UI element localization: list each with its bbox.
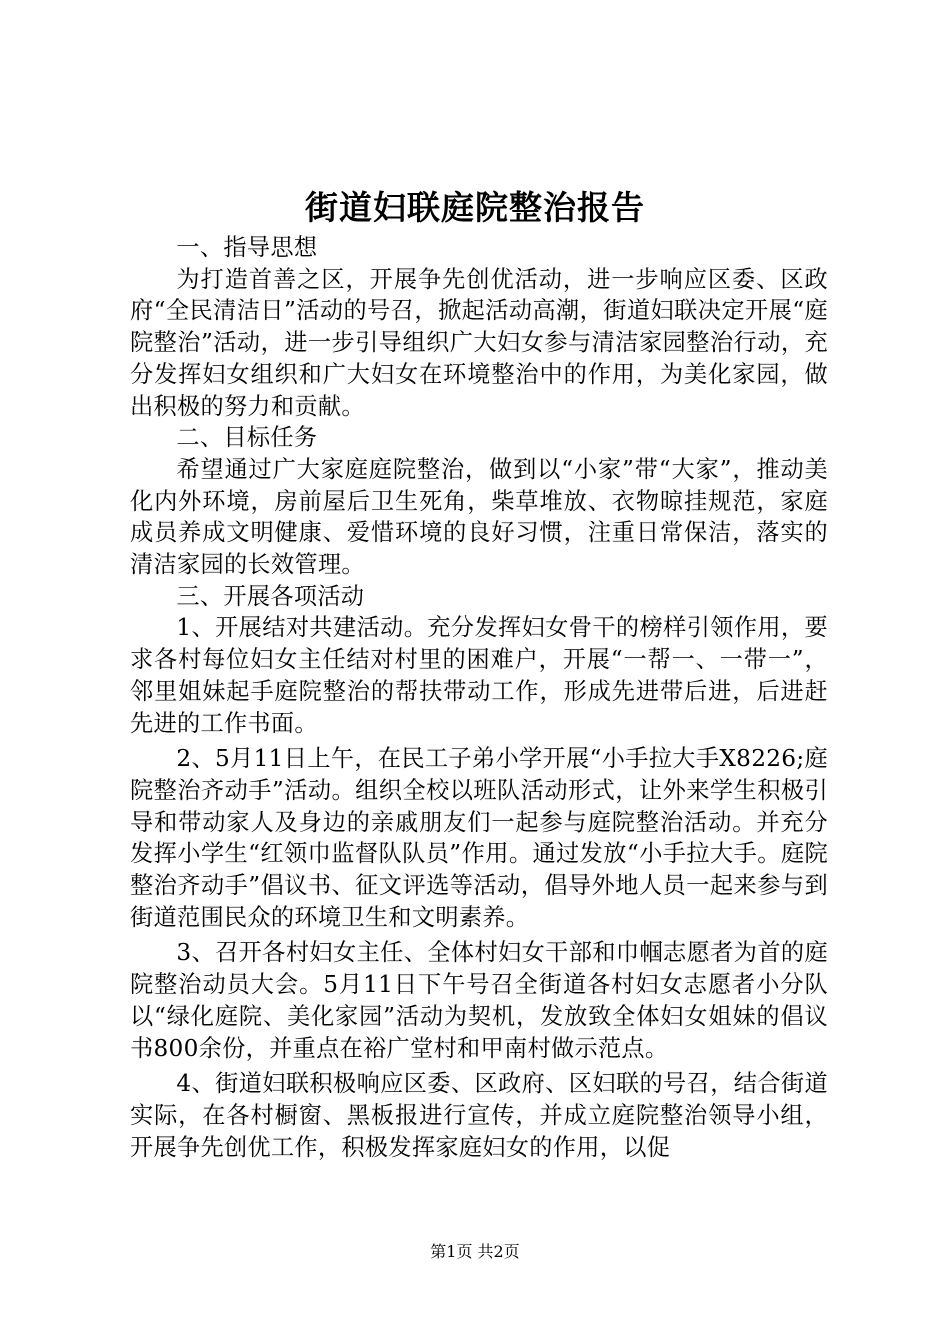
page-number-footer: 第1页 共2页 (430, 1242, 520, 1261)
paragraph-activity-3: 3、召开各村妇女主任、全体村妇女干部和巾帼志愿者为首的庭院整治动员大会。5月11日下午号召全街道各村妇女志愿者小分队以“绿化庭院、美化家园”活动为契机，发放致全体妇女姐妹的倡议书800余份，并重点在裕广堂村和甲南村做示范点。 (130, 939, 828, 1062)
paragraph-activity-1: 1、开展结对共建活动。充分发挥妇女骨干的榜样引领作用，要求各村每位妇女主任结对村里的困难户，开展“一帮一、一带一”，邻里姐妹起手庭院整治的帮扶带动工作，形成先进带后进，后进赶先进的工作书面。 (130, 614, 828, 737)
paragraph-activity-4: 4、街道妇联积极响应区委、区政府、区妇联的号召，结合街道实际，在各村橱窗、黑板报进行宣传，并成立庭院整治领导小组，开展争先创优工作，积极发挥家庭妇女的作用，以促 (130, 1070, 828, 1161)
section-heading-activities: 三、开展各项活动 (176, 582, 365, 610)
paragraph-goals: 希望通过广大家庭庭院整治，做到以“小家”带“大家”，推动美化内外环境，房前屋后卫生死角，柴草堆放、衣物晾挂规范，家庭成员养成文明健康、爱惜环境的良好习惯，注重日常保洁，落实的清洁家园的长效管理。 (130, 455, 828, 579)
section-heading-goals: 二、目标任务 (176, 424, 318, 452)
document-body (130, 232, 828, 1163)
paragraph-guiding-thought: 为打造首善之区，开展争先创优活动，进一步响应区委、区政府“全民清洁日”活动的号召，掀起活动高潮，街道妇联决定开展“庭院整治”活动，进一步引导组织广大妇女参与清洁家园整治行动，充分发挥妇女组织和广大妇女在环境整治中的作用，为美化家园，做出积极的努力和贡献。 (130, 265, 828, 420)
paragraph-activity-2: 2、5月11日上午，在民工子弟小学开展“小手拉大手X8226;庭院整治齐动手”活动。组织全校以班队活动形式，让外来学生积极引导和带动家人及身边的亲戚朋友们一起参与庭院整治活动。并充分发挥小学生“红领巾监督队队员”作用。通过发放“小手拉大手。庭院整治齐动手”倡议书、征文评选等活动，倡导外地人员一起来参与到街道范围民众的环境卫生和文明素养。 (130, 745, 828, 931)
section-heading-guiding-thought: 一、指导思想 (176, 234, 318, 261)
document-title: 街道妇联庭院整治报告 (305, 188, 645, 227)
